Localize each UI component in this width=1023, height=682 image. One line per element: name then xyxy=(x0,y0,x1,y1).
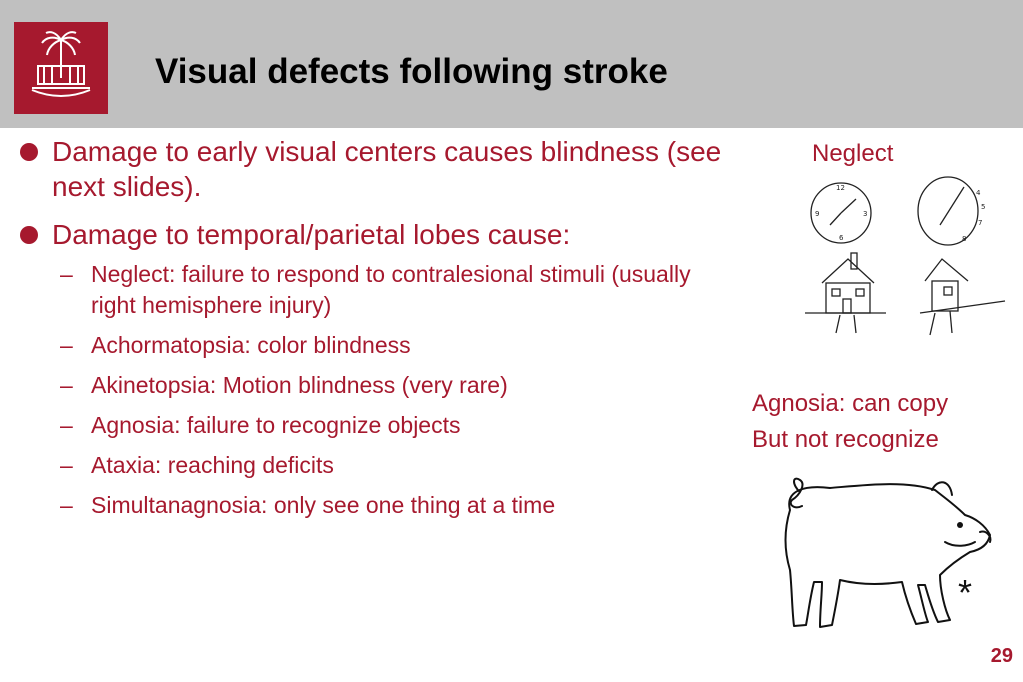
svg-text:9: 9 xyxy=(815,210,820,218)
svg-text:8: 8 xyxy=(962,235,967,243)
asterisk-mark: * xyxy=(958,572,973,613)
svg-text:5: 5 xyxy=(981,203,986,211)
pig-eye-icon xyxy=(957,522,963,528)
sub-bullet-item xyxy=(20,410,740,441)
agnosia-label-line1: Agnosia: can copy xyxy=(752,390,949,417)
palmetto-logo-graphic xyxy=(14,22,108,114)
bullet-list xyxy=(20,134,740,530)
sub-bullet-item xyxy=(20,330,740,361)
sub-bullet-item xyxy=(20,490,740,521)
bullet-dot-icon xyxy=(20,143,38,161)
sub-bullet-item xyxy=(20,259,740,321)
bullet-dot-icon xyxy=(20,226,38,244)
svg-text:7: 7 xyxy=(978,219,983,227)
neglect-drawings xyxy=(800,175,1010,345)
dash-marker: – xyxy=(60,332,73,358)
svg-text:6: 6 xyxy=(839,234,844,242)
dash-marker: – xyxy=(60,452,73,478)
sub-bullet-text: Neglect: failure to respond to contralesional stimuli (usually right hemisphere injury) xyxy=(91,261,691,318)
bullet-item xyxy=(20,217,740,252)
dash-marker: – xyxy=(60,372,73,398)
dash-marker: – xyxy=(60,261,73,287)
bullet-item xyxy=(20,134,740,204)
agnosia-label-line2: But not recognize xyxy=(752,426,939,453)
sub-bullet-item xyxy=(20,450,740,481)
dash-marker: – xyxy=(60,412,73,438)
bullet-text: Damage to early visual centers causes blindness (see next slides). xyxy=(52,136,722,202)
page-number: 29 xyxy=(990,645,1013,667)
sub-bullet-item xyxy=(20,370,740,401)
sub-bullet-text: Simultanagnosia: only see one thing at a time xyxy=(91,492,556,518)
svg-text:4: 4 xyxy=(976,189,981,197)
bullet-text: Damage to temporal/parietal lobes cause: xyxy=(52,219,571,250)
sub-bullet-text: Akinetopsia: Motion blindness (very rare) xyxy=(91,372,508,398)
sub-bullet-text: Agnosia: failure to recognize objects xyxy=(91,412,461,438)
dash-marker: – xyxy=(60,492,73,518)
pig-drawing xyxy=(770,470,1005,640)
slide-title: Visual defects following stroke xyxy=(155,52,668,91)
sub-bullet-text: Achormatopsia: color blindness xyxy=(91,332,411,358)
svg-text:3: 3 xyxy=(863,210,868,218)
svg-text:12: 12 xyxy=(836,184,845,192)
sub-bullet-text: Ataxia: reaching deficits xyxy=(91,452,334,478)
university-logo xyxy=(14,22,108,114)
neglect-label: Neglect xyxy=(812,140,894,167)
